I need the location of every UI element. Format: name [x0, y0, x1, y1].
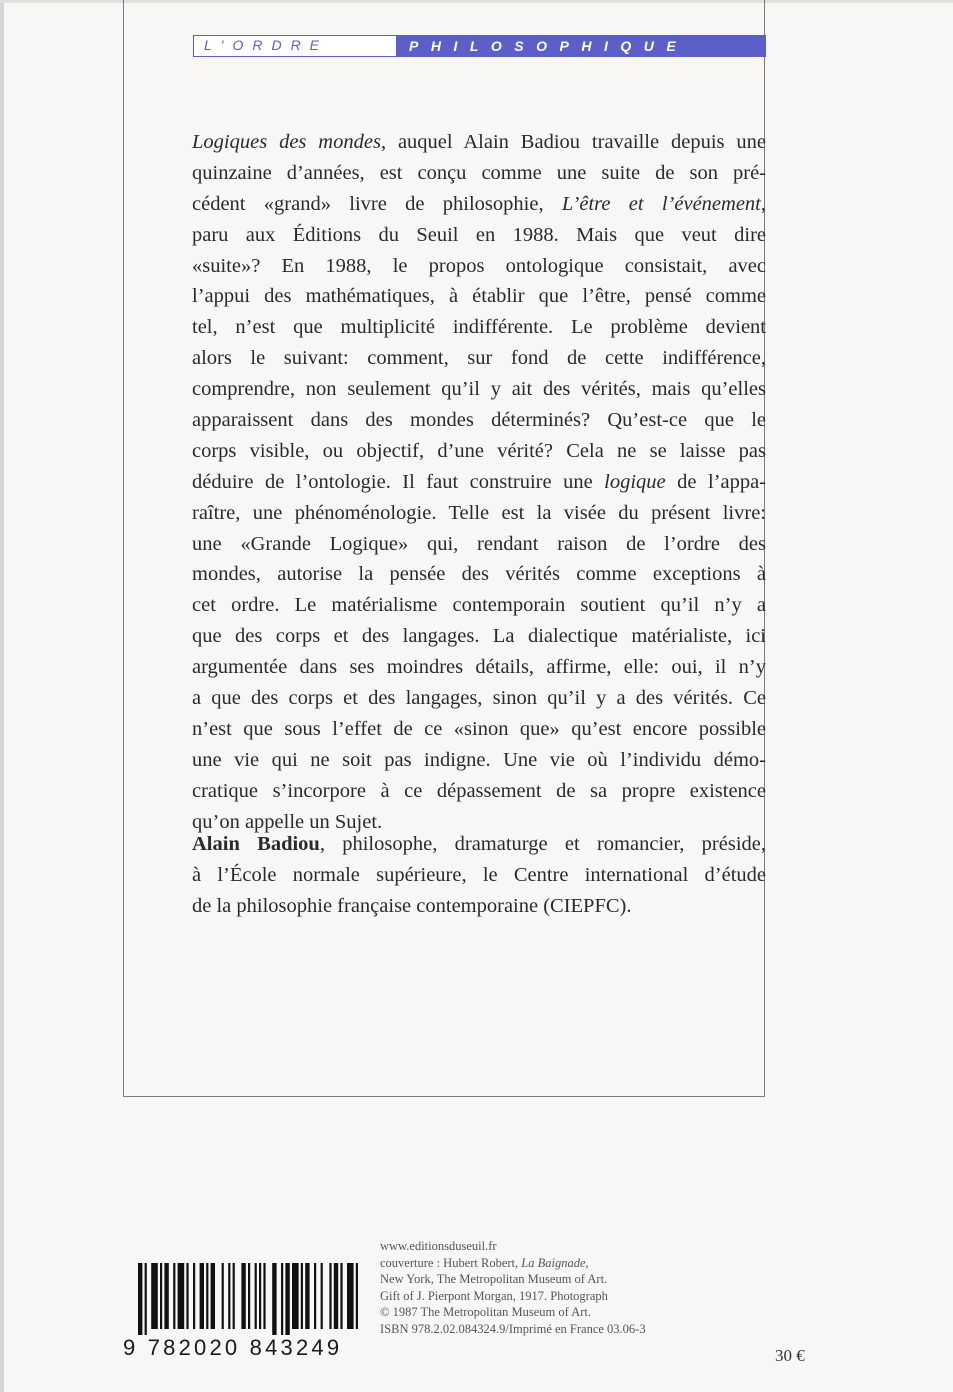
publisher-credits — [380, 1238, 646, 1337]
author-bio-line — [192, 860, 766, 891]
credits-line — [380, 1271, 646, 1288]
blurb-line-segment: l’appui des mathématiques, à établir que l’être, pensé comme — [192, 285, 766, 308]
blurb-line — [192, 590, 766, 621]
barcode-bar — [211, 1263, 215, 1329]
collection-label-left: L'ORDRE — [193, 35, 397, 57]
blurb-line — [192, 621, 766, 652]
credits-line-segment: New York, The Metropolitan Museum of Art. — [380, 1272, 608, 1286]
blurb-line-segment: alors le suivant: comment, sur fond de cette indifférence, — [192, 347, 766, 370]
barcode-bar — [233, 1263, 235, 1329]
author-bio — [192, 829, 766, 922]
barcode-bar — [178, 1263, 185, 1329]
barcode-bar — [193, 1263, 195, 1329]
barcode-bar — [206, 1263, 208, 1329]
barcode-bar — [285, 1263, 289, 1335]
collection-banner — [193, 35, 766, 57]
blurb-line — [192, 374, 766, 405]
blurb-line-segment: quinzaine d’années, est conçu comme une suite de son pré- — [192, 161, 766, 184]
blurb-line — [192, 158, 766, 189]
barcode-bar — [145, 1263, 147, 1335]
barcode-bar — [321, 1263, 323, 1329]
credits-line-segment: © 1987 The Metropolitan Museum of Art. — [380, 1305, 591, 1319]
blurb-line — [192, 220, 766, 251]
blurb-line-segment: L’être et l’événement — [561, 192, 761, 215]
barcode-bars — [138, 1263, 358, 1338]
credits-line — [380, 1238, 646, 1255]
blurb-line-segment: que des corps et des langages. La dialectique matérialiste, ici — [192, 625, 766, 648]
blurb-line — [192, 189, 766, 220]
credits-line-segment: , — [585, 1255, 589, 1270]
cover-edge-left — [0, 0, 4, 1392]
barcode-bar — [222, 1263, 224, 1329]
blurb-line-segment: , — [760, 192, 767, 215]
barcode-bar — [228, 1263, 230, 1329]
barcode-bar — [356, 1263, 358, 1329]
barcode-bar — [263, 1263, 265, 1329]
barcode-bar — [164, 1263, 168, 1329]
blurb-line-segment: une «Grande Logique» qui, rendant raison de l’ordre des — [192, 532, 766, 555]
blurb-line — [192, 652, 766, 683]
blurb-line-segment: logique — [604, 470, 666, 493]
author-bio-line-segment: , philosophe, dramaturge et romancier, préside, — [319, 833, 766, 855]
blurb-line — [192, 281, 766, 312]
barcode-bar — [151, 1263, 158, 1329]
blurb-line — [192, 467, 766, 498]
blurb-line — [192, 312, 766, 343]
blurb-line — [192, 436, 766, 467]
barcode-bar — [200, 1263, 204, 1329]
blurb-line-segment: tel, n’est que multiplicité indifférente. Le problème devient — [192, 316, 766, 339]
credits-line-segment: Gift of J. Pierpont Morgan, 1917. Photograph — [380, 1288, 608, 1303]
barcode-bar — [259, 1263, 261, 1329]
blurb-line-segment: , auquel Alain Badiou travaille depuis une — [380, 131, 766, 153]
credits-line-segment: couverture : Hubert Robert, — [380, 1255, 522, 1270]
barcode-bar — [138, 1263, 142, 1335]
credits-line — [380, 1288, 646, 1305]
blurb-line — [192, 683, 766, 714]
blurb-line — [192, 343, 766, 374]
blurb-line — [192, 714, 766, 745]
blurb-line-segment: déduire de l’ontologie. Il faut construire une — [192, 470, 605, 493]
barcode-digits: 9 782020 843249 — [123, 1335, 343, 1360]
barcode-bar — [340, 1263, 342, 1329]
barcode-bar — [255, 1263, 257, 1329]
blurb-line-segment: raître, une phénoménologie. Telle est la visée du présent livre: — [192, 501, 766, 524]
blurb-line-segment: cet ordre. Le matérialisme contemporain soutient qu’il n’y a — [192, 594, 766, 617]
blurb-line-segment: argumentée dans ses moindres détails, affirme, elle: oui, il n’y — [192, 656, 766, 679]
credits-line — [380, 1304, 646, 1321]
collection-label-right: PHILOSOPHIQUE — [397, 35, 766, 57]
barcode-bar — [241, 1263, 245, 1329]
blurb-line-segment: a que des corps et des langages, sinon qu’il y a des vérités. Ce — [192, 687, 766, 710]
barcode-bar — [248, 1263, 250, 1329]
blurb-line-segment: une vie qui ne soit pas indigne. Une vie où l’individu démo- — [192, 748, 766, 771]
blurb-line-segment: paru aux Éditions du Seuil en 1988. Mais que veut dire — [192, 223, 766, 246]
blurb-line — [192, 745, 766, 776]
barcode-bar — [292, 1263, 299, 1329]
blurb-line — [192, 498, 766, 529]
blurb-line-segment: comprendre, non seulement qu’il y ait des vérités, mais qu’elles — [192, 378, 766, 401]
blurb-line-segment: cédent «grand» livre de philosophie, — [192, 192, 562, 215]
blurb-line-segment: «suite»? En 1988, le propos ontologique consistait, avec — [192, 254, 766, 277]
barcode-bar — [301, 1263, 303, 1329]
barcode-bar — [314, 1263, 316, 1329]
author-bio-line — [192, 829, 766, 860]
author-bio-line-segment: de la philosophie française contemporaine (CIEPFC). — [192, 894, 632, 917]
blurb-line-segment: cratique s’incorpore à ce dépassement de sa propre existence — [192, 779, 766, 802]
credits-line-segment: La Baignade — [521, 1255, 586, 1270]
book-blurb — [192, 127, 766, 837]
price-label: 30 € — [775, 1346, 805, 1365]
barcode-bar — [160, 1263, 162, 1329]
blurb-line — [192, 776, 766, 807]
credits-line — [380, 1255, 646, 1272]
author-bio-line — [192, 891, 766, 922]
credits-line — [380, 1321, 646, 1338]
blurb-line — [192, 405, 766, 436]
barcode-bar — [347, 1263, 354, 1329]
author-bio-line-segment: à l’École normale supérieure, le Centre international d’étude — [192, 863, 766, 886]
blurb-line — [192, 251, 766, 282]
blurb-line — [192, 127, 766, 158]
blurb-line-segment: n’est que sous l’effet de ce «sinon que» qu’est encore possible — [192, 717, 766, 740]
blurb-line-segment: apparaissent dans des mondes déterminés? Qu’est-ce que le — [192, 409, 766, 432]
author-bio-line-segment: Alain Badiou — [192, 833, 320, 855]
credits-line-segment: www.editionsduseuil.fr — [380, 1239, 497, 1253]
barcode-bar — [281, 1263, 283, 1335]
blurb-line-segment: de l’appa- — [665, 470, 766, 493]
barcode-bar — [272, 1263, 276, 1335]
credits-line-segment: ISBN 978.2.02.084324.9/Imprimé en France 03.06-3 — [380, 1321, 646, 1336]
blurb-line-segment: Logiques des mondes — [192, 131, 381, 153]
blurb-line-segment: corps visible, ou objectif, d’une vérité? Cela ne se laisse pas — [192, 439, 766, 462]
blurb-line — [192, 529, 766, 560]
barcode-bar — [186, 1263, 188, 1329]
blurb-line — [192, 559, 766, 590]
barcode-bar — [329, 1263, 331, 1329]
barcode-bar — [173, 1263, 175, 1329]
blurb-line-segment: qu’on appelle un Sujet. — [192, 810, 383, 833]
barcode-bar — [334, 1263, 338, 1329]
blurb-line-segment: mondes, autorise la pensée des vérités comme exceptions à — [192, 563, 766, 586]
isbn-barcode — [123, 1263, 360, 1363]
barcode-bar — [305, 1263, 309, 1329]
